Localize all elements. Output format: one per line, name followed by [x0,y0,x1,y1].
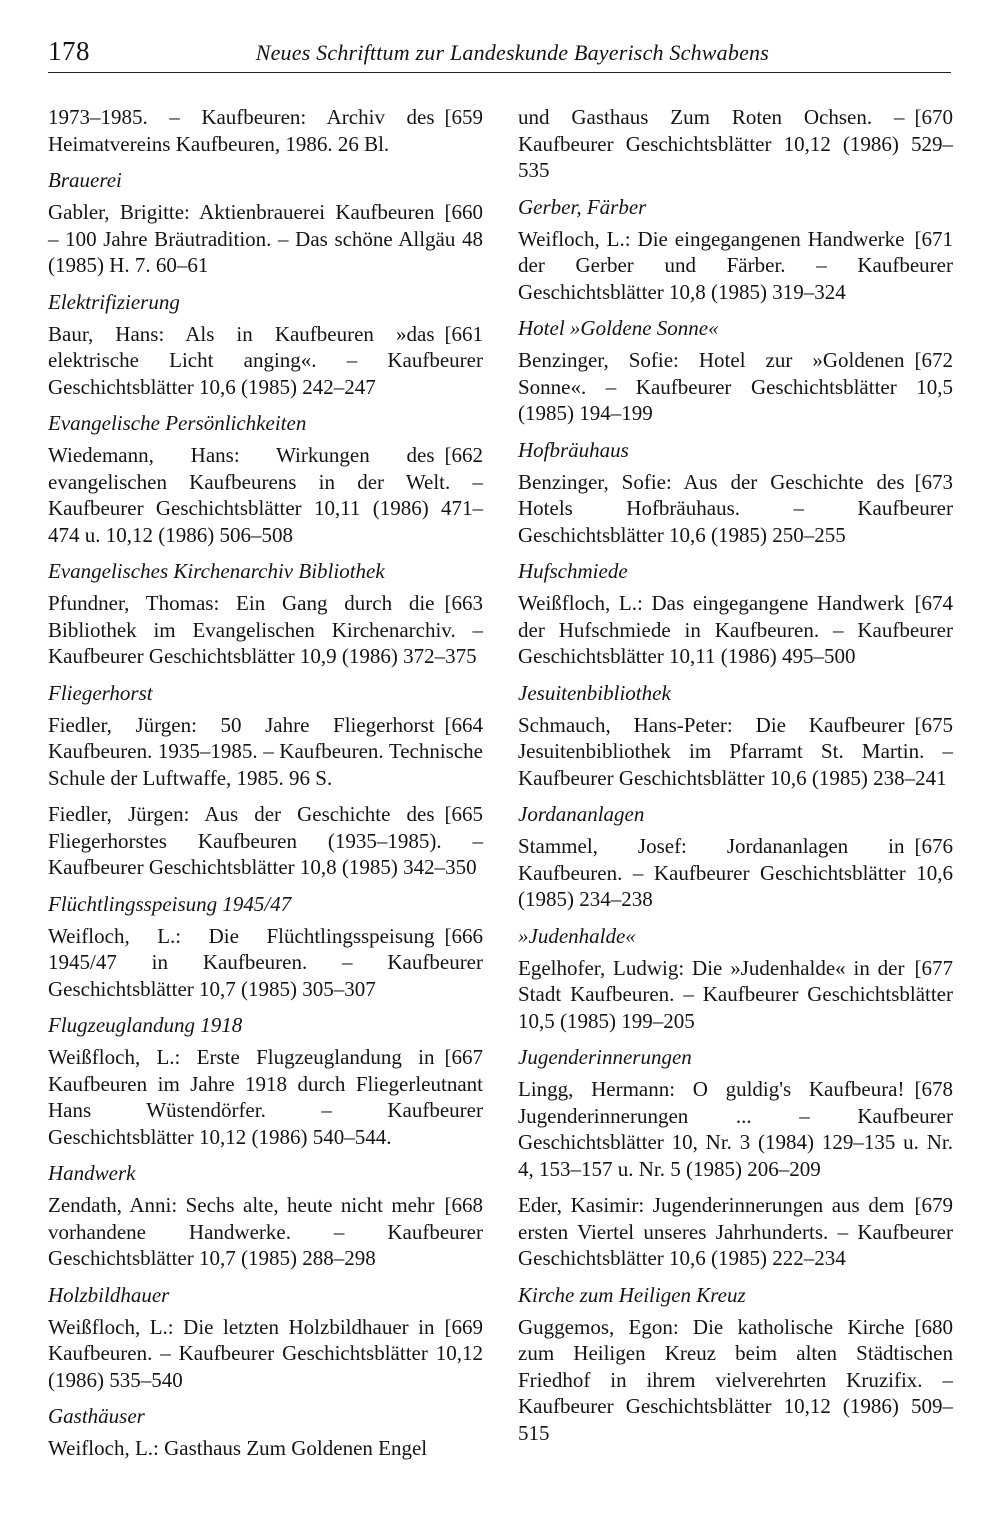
bibliography-entry [48,712,483,792]
bibliography-entry [518,712,953,792]
bibliography-section [48,1403,483,1462]
entry-text [48,321,483,401]
section-heading: Holzbildhauer [48,1282,170,1307]
entry-text [518,1314,953,1447]
entry-text [48,590,483,670]
entry-citation: Weißfloch, L.: Erste Flugzeuglandung in Kaufbeuren im Jahre 1918 durch Fliegerleutnant Hans Wüstendörfer. – Kaufbeurer Geschichtsblätter 10,12 (1986) 540–544. [48,1045,483,1149]
entry-number: [ 675 [915,712,954,739]
entry-citation: Weißfloch, L.: Die letzten Holzbildhauer in Kaufbeuren. – Kaufbeurer Geschichtsblätter 10,12 (1986) 535–540 [48,1314,483,1392]
entry-citation: Stammel, Josef: Jordananlagen in Kaufbeuren. – Kaufbeurer Geschichtsblätter 10,6 (1985) 234–238 [518,834,953,911]
bibliography-section [48,680,483,881]
entry-number: [ 667 [445,1044,484,1071]
entry-text [48,923,483,1003]
entry-number: [ 672 [915,347,954,374]
entry-text [48,1314,483,1394]
entry-citation: Zendath, Anni: Sechs alte, heute nicht mehr vorhandene Handwerke. – Kaufbeurer Geschichtsblätter 10,7 (1985) 288–298 [48,1193,483,1270]
bibliography-section [518,104,953,184]
entry-citation: Baur, Hans: Als in Kaufbeuren »das elektrische Licht anging«. – Kaufbeurer Geschichtsblätter 10,6 (1985) 242–247 [48,321,483,399]
bibliography-entry [518,1076,953,1182]
entry-number: [ 659 [445,104,484,131]
bibliography-entry [518,590,953,670]
bibliography-entry [48,104,483,157]
entry-citation: Weißfloch, L.: Das eingegangene Handwerk der Hufschmiede in Kaufbeuren. – Kaufbeurer Geschichtsblätter 10,11 (1986) 495–500 [518,591,953,668]
bibliography-entry [518,1314,953,1447]
entry-text [48,712,483,792]
bibliography-section [48,1160,483,1272]
entry-text [518,833,953,913]
entry-citation: Weifloch, L.: Die Flüchtlingsspeisung 1945/47 in Kaufbeuren. – Kaufbeurer Geschichtsblätter 10,7 (1985) 305–307 [48,923,483,1001]
right-column [518,104,953,1456]
entry-number: [ 660 [445,199,484,226]
bibliography-section [48,167,483,279]
bibliography-section [518,1282,953,1447]
bibliography-section [518,923,953,1035]
entry-citation: Weifloch, L.: Gasthaus Zum Goldenen Engel [48,1436,428,1460]
entry-citation: Pfundner, Thomas: Ein Gang durch die Bibliothek im Evangelischen Kirchenarchiv. – Kaufbeurer Geschichtsblätter 10,9 (1986) 372–375 [48,591,483,668]
bibliography-entry [48,923,483,1003]
bibliography-section [48,410,483,548]
left-column [48,104,483,1472]
entry-text [48,1435,483,1462]
entry-text [518,226,953,306]
bibliography-section [518,1044,953,1272]
section-heading: Hofbräuhaus [518,437,629,462]
bibliography-entry [518,955,953,1035]
entry-number: [ 664 [445,712,484,739]
section-heading: Evangelisches Kirchenarchiv Bibliothek [48,559,385,583]
section-heading: Gerber, Färber [518,194,647,219]
bibliography-entry [518,833,953,913]
bibliography-entry [48,1044,483,1150]
bibliography-section [48,289,483,401]
bibliography-entry [48,801,483,881]
page-header [48,36,951,73]
section-heading: Hotel »Goldene Sonne« [518,316,719,340]
section-heading: Jugenderinnerungen [518,1045,692,1069]
bibliography-entry [518,347,953,427]
section-heading: Fliegerhorst [48,680,153,705]
bibliography-entry [518,1192,953,1272]
entry-citation: Fiedler, Jürgen: 50 Jahre Fliegerhorst Kaufbeuren. 1935–1985. – Kaufbeuren. Technische Schule der Luftwaffe, 1985. 96 S. [48,712,483,790]
entry-number: [ 669 [445,1314,484,1341]
entry-text [518,104,953,184]
entry-text [48,199,483,279]
section-heading: Jesuitenbibliothek [518,680,671,705]
section-heading: Evangelische Persönlichkeiten [48,411,307,435]
section-heading: Brauerei [48,168,122,192]
entry-citation: Guggemos, Egon: Die katholische Kirche zum Heiligen Kreuz beim alten Städtischen Friedhof in ihrem vielverehrten Kruzifix. – Kaufbeurer Geschichtsblätter 10,12 (1986) 509–515 [518,1314,953,1445]
entry-number: [ 670 [915,104,954,131]
bibliography-section [518,194,953,306]
bibliography-entry [48,321,483,401]
entry-number: [ 674 [915,590,954,617]
entry-text [48,442,483,548]
entry-number: [ 679 [915,1192,954,1219]
entry-number: [ 673 [915,469,954,496]
entry-citation: Benzinger, Sofie: Aus der Geschichte des Hotels Hofbräuhaus. – Kaufbeurer Geschichtsblätter 10,6 (1985) 250–255 [518,469,953,547]
bibliography-entry [48,1192,483,1272]
section-heading: Hufschmiede [518,559,628,583]
entry-citation: Eder, Kasimir: Jugenderinnerungen aus dem ersten Viertel unseres Jahrhunderts. – Kaufbeurer Geschichtsblätter 10,6 (1985) 222–234 [518,1193,953,1270]
bibliography-section [518,437,953,549]
entry-text [48,1044,483,1150]
bibliography-entry [48,199,483,279]
section-heading: Elektrifizierung [48,289,180,314]
bibliography-section [518,801,953,913]
entry-number: [ 671 [915,226,954,253]
bibliography-entry [518,469,953,549]
section-heading: Flugzeuglandung 1918 [48,1013,243,1037]
entry-text [518,347,953,427]
section-heading: Kirche zum Heiligen Kreuz [518,1282,746,1307]
bibliography-section [518,680,953,792]
entry-text [518,1076,953,1182]
entry-citation: Lingg, Hermann: O guldig's Kaufbeura! Jugenderinnerungen ... – Kaufbeurer Geschichtsblätter 10, Nr. 3 (1984) 129–135 u. Nr. 4, 153–157 u. Nr. 5 (1985) 206–209 [518,1077,953,1181]
entry-number: [ 677 [915,955,954,982]
entry-text [518,469,953,549]
entry-text [48,801,483,881]
entry-citation: Schmauch, Hans-Peter: Die Kaufbeurer Jesuitenbibliothek im Pfarramt St. Martin. – Kaufbeurer Geschichtsblätter 10,6 (1985) 238–241 [518,712,953,790]
entry-number: [ 663 [445,590,484,617]
entry-text [518,712,953,792]
entry-number: [ 666 [445,923,484,950]
entry-number: [ 662 [445,442,484,469]
entry-text [48,1192,483,1272]
bibliography-section [48,1282,483,1394]
entry-citation: und Gasthaus Zum Roten Ochsen. – Kaufbeurer Geschichtsblätter 10,12 (1986) 529–535 [518,105,953,182]
bibliography-section [48,891,483,1003]
entry-text [48,104,483,157]
bibliography-section [518,558,953,670]
entry-number: [ 678 [915,1076,954,1103]
bibliography-entry [48,1314,483,1394]
section-heading: Jordananlagen [518,802,645,826]
entry-number: [ 665 [445,801,484,828]
section-heading: »Judenhalde« [518,923,636,948]
section-heading: Handwerk [48,1161,136,1185]
entry-citation: Weifloch, L.: Die eingegangenen Handwerke der Gerber und Färber. – Kaufbeurer Geschichtsblätter 10,8 (1985) 319–324 [518,226,953,304]
entry-citation: Fiedler, Jürgen: Aus der Geschichte des Fliegerhorstes Kaufbeuren (1935–1985). – Kaufbeurer Geschichtsblätter 10,8 (1985) 342–350 [48,802,483,879]
section-heading: Flüchtlingsspeisung 1945/47 [48,891,292,916]
entry-number: [ 676 [915,833,954,860]
entry-number: [ 680 [915,1314,954,1341]
entry-citation: Egelhofer, Ludwig: Die »Judenhalde« in der Stadt Kaufbeuren. – Kaufbeurer Geschichtsblätter 10,5 (1985) 199–205 [518,955,953,1033]
bibliography-entry [518,226,953,306]
bibliography-entry [518,104,953,184]
entry-citation: Gabler, Brigitte: Aktienbrauerei Kaufbeuren – 100 Jahre Bräutradition. – Das schöne Allgäu 48 (1985) H. 7. 60–61 [48,200,483,277]
entry-text [518,1192,953,1272]
entry-text [518,590,953,670]
bibliography-section [48,104,483,157]
bibliography-entry [48,590,483,670]
bibliography-entry [48,442,483,548]
bibliography-section [48,1012,483,1150]
section-heading: Gasthäuser [48,1404,145,1428]
bibliography-section [518,315,953,427]
entry-number: [ 661 [445,321,484,348]
entry-citation: Wiedemann, Hans: Wirkungen des evangelischen Kaufbeurens in der Welt. – Kaufbeurer Geschichtsblätter 10,11 (1986) 471–474 u. 10,12 (1986) 506–508 [48,443,483,547]
entry-number: [ 668 [445,1192,484,1219]
running-title: Neues Schrifttum zur Landeskunde Bayerisch Schwabens [255,40,769,65]
entry-citation: 1973–1985. – Kaufbeuren: Archiv des Heimatvereins Kaufbeuren, 1986. 26 Bl. [48,105,435,156]
bibliography-entry [48,1435,483,1462]
bibliography-section [48,558,483,670]
page-number: 178 [48,36,90,66]
entry-text [518,955,953,1035]
entry-citation: Benzinger, Sofie: Hotel zur »Goldenen Sonne«. – Kaufbeurer Geschichtsblätter 10,5 (1985) 194–199 [518,348,953,425]
